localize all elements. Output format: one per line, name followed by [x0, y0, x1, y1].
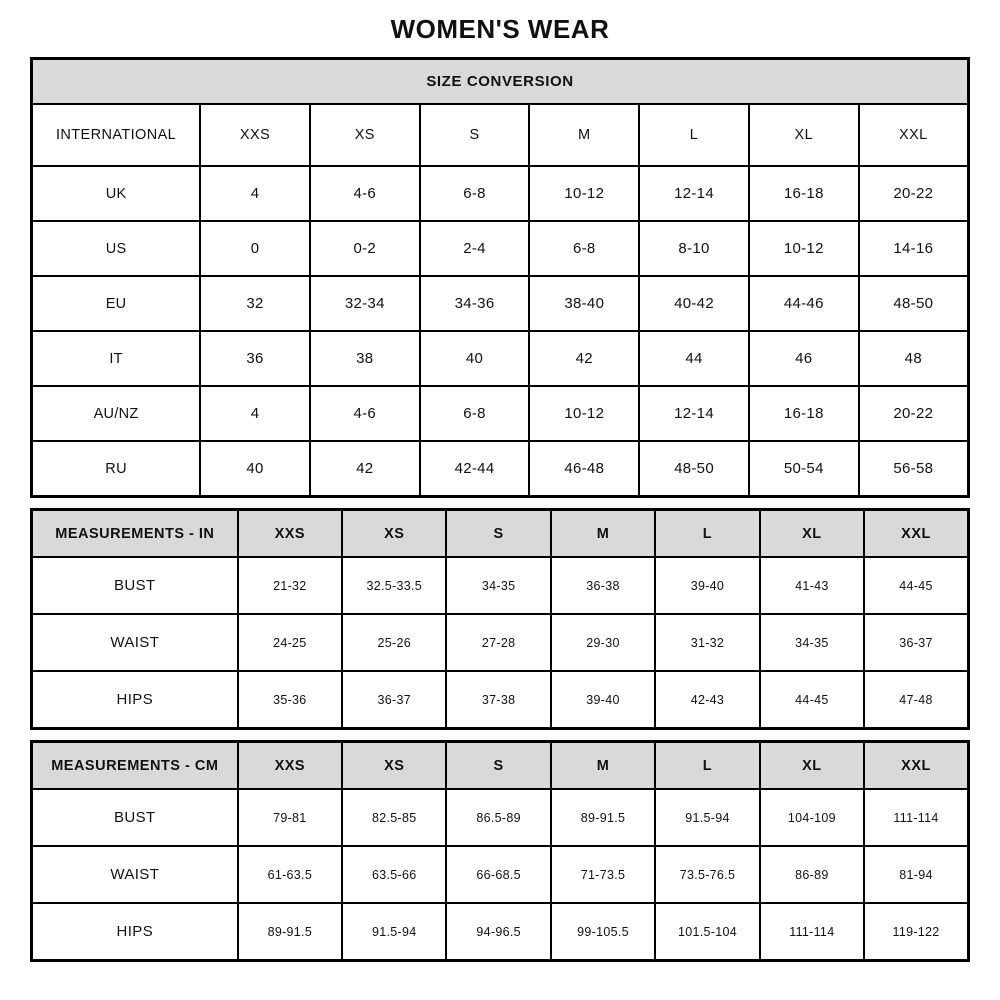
value-cell: 99-105.5: [551, 903, 655, 961]
measurements-in-label-header: MEASUREMENTS - IN: [32, 510, 238, 558]
value-cell: 34-36: [420, 276, 530, 331]
row-label: EU: [32, 276, 201, 331]
value-cell: 36: [200, 331, 310, 386]
size-column-header: XL: [749, 104, 859, 166]
value-cell: 10-12: [529, 386, 639, 441]
table-row: [32, 331, 969, 386]
size-conversion-banner: SIZE CONVERSION: [32, 59, 969, 105]
value-cell: 38: [310, 331, 420, 386]
value-cell: 71-73.5: [551, 846, 655, 903]
value-cell: 56-58: [859, 441, 969, 497]
size-column-header: XS: [310, 104, 420, 166]
value-cell: 10-12: [749, 221, 859, 276]
size-column-header: L: [655, 510, 759, 558]
table-row: [32, 386, 969, 441]
value-cell: 63.5-66: [342, 846, 446, 903]
table-row: [32, 614, 969, 671]
size-column-header: XXS: [200, 104, 310, 166]
value-cell: 38-40: [529, 276, 639, 331]
value-cell: 32-34: [310, 276, 420, 331]
row-label: HIPS: [32, 671, 238, 729]
table-row: [32, 441, 969, 497]
value-cell: 101.5-104: [655, 903, 759, 961]
value-cell: 27-28: [446, 614, 550, 671]
value-cell: 24-25: [238, 614, 342, 671]
value-cell: 29-30: [551, 614, 655, 671]
table-row: [32, 846, 969, 903]
value-cell: 20-22: [859, 386, 969, 441]
row-label: BUST: [32, 789, 238, 846]
value-cell: 21-32: [238, 557, 342, 614]
value-cell: 40-42: [639, 276, 749, 331]
measurements-cm-table: [30, 740, 970, 962]
column-header-row: [32, 510, 969, 558]
row-label: WAIST: [32, 846, 238, 903]
size-column-header: S: [420, 104, 530, 166]
value-cell: 50-54: [749, 441, 859, 497]
row-label: AU/NZ: [32, 386, 201, 441]
value-cell: 6-8: [420, 166, 530, 221]
value-cell: 37-38: [446, 671, 550, 729]
row-label: RU: [32, 441, 201, 497]
size-column-header: XL: [760, 742, 864, 790]
value-cell: 91.5-94: [655, 789, 759, 846]
value-cell: 119-122: [864, 903, 968, 961]
value-cell: 42-43: [655, 671, 759, 729]
value-cell: 14-16: [859, 221, 969, 276]
value-cell: 104-109: [760, 789, 864, 846]
value-cell: 40: [420, 331, 530, 386]
size-column-header: XL: [760, 510, 864, 558]
size-column-header: XXS: [238, 742, 342, 790]
value-cell: 34-35: [446, 557, 550, 614]
banner-row: [32, 59, 969, 105]
value-cell: 4-6: [310, 386, 420, 441]
value-cell: 4: [200, 166, 310, 221]
value-cell: 73.5-76.5: [655, 846, 759, 903]
value-cell: 12-14: [639, 166, 749, 221]
value-cell: 25-26: [342, 614, 446, 671]
size-column-header: XS: [342, 742, 446, 790]
value-cell: 0: [200, 221, 310, 276]
value-cell: 61-63.5: [238, 846, 342, 903]
table-row: [32, 166, 969, 221]
value-cell: 41-43: [760, 557, 864, 614]
table-row: [32, 903, 969, 961]
value-cell: 10-12: [529, 166, 639, 221]
value-cell: 20-22: [859, 166, 969, 221]
value-cell: 4-6: [310, 166, 420, 221]
column-header-row: [32, 742, 969, 790]
size-column-header: XXL: [864, 510, 968, 558]
table-row: [32, 276, 969, 331]
row-label: IT: [32, 331, 201, 386]
table-row: [32, 221, 969, 276]
value-cell: 81-94: [864, 846, 968, 903]
value-cell: 44: [639, 331, 749, 386]
value-cell: 6-8: [420, 386, 530, 441]
value-cell: 44-46: [749, 276, 859, 331]
value-cell: 40: [200, 441, 310, 497]
value-cell: 48-50: [639, 441, 749, 497]
value-cell: 16-18: [749, 386, 859, 441]
row-label: WAIST: [32, 614, 238, 671]
value-cell: 48: [859, 331, 969, 386]
value-cell: 48-50: [859, 276, 969, 331]
value-cell: 44-45: [864, 557, 968, 614]
measurements-in-table: [30, 508, 970, 730]
value-cell: 31-32: [655, 614, 759, 671]
value-cell: 16-18: [749, 166, 859, 221]
value-cell: 6-8: [529, 221, 639, 276]
row-label: HIPS: [32, 903, 238, 961]
value-cell: 79-81: [238, 789, 342, 846]
value-cell: 86.5-89: [446, 789, 550, 846]
value-cell: 91.5-94: [342, 903, 446, 961]
size-column-header: M: [551, 742, 655, 790]
value-cell: 12-14: [639, 386, 749, 441]
value-cell: 39-40: [655, 557, 759, 614]
value-cell: 46-48: [529, 441, 639, 497]
value-cell: 0-2: [310, 221, 420, 276]
value-cell: 35-36: [238, 671, 342, 729]
value-cell: 111-114: [760, 903, 864, 961]
size-column-header: S: [446, 742, 550, 790]
column-header-row: [32, 104, 969, 166]
size-column-header: XXL: [859, 104, 969, 166]
value-cell: 32.5-33.5: [342, 557, 446, 614]
value-cell: 89-91.5: [551, 789, 655, 846]
table-row: [32, 671, 969, 729]
size-conversion-label-header: INTERNATIONAL: [32, 104, 201, 166]
value-cell: 47-48: [864, 671, 968, 729]
value-cell: 66-68.5: [446, 846, 550, 903]
value-cell: 42: [310, 441, 420, 497]
measurements-cm-label-header: MEASUREMENTS - CM: [32, 742, 238, 790]
size-conversion-table: [30, 57, 970, 498]
value-cell: 4: [200, 386, 310, 441]
size-column-header: XXS: [238, 510, 342, 558]
value-cell: 89-91.5: [238, 903, 342, 961]
row-label: US: [32, 221, 201, 276]
value-cell: 39-40: [551, 671, 655, 729]
value-cell: 44-45: [760, 671, 864, 729]
page-title: WOMEN'S WEAR: [390, 14, 610, 44]
table-row: [32, 557, 969, 614]
value-cell: 8-10: [639, 221, 749, 276]
size-column-header: L: [639, 104, 749, 166]
size-column-header: S: [446, 510, 550, 558]
value-cell: 82.5-85: [342, 789, 446, 846]
value-cell: 111-114: [864, 789, 968, 846]
value-cell: 2-4: [420, 221, 530, 276]
value-cell: 86-89: [760, 846, 864, 903]
size-column-header: L: [655, 742, 759, 790]
value-cell: 32: [200, 276, 310, 331]
size-column-header: XXL: [864, 742, 968, 790]
table-row: [32, 789, 969, 846]
value-cell: 36-37: [864, 614, 968, 671]
size-column-header: XS: [342, 510, 446, 558]
value-cell: 46: [749, 331, 859, 386]
row-label: BUST: [32, 557, 238, 614]
value-cell: 42: [529, 331, 639, 386]
value-cell: 94-96.5: [446, 903, 550, 961]
size-column-header: M: [551, 510, 655, 558]
row-label: UK: [32, 166, 201, 221]
value-cell: 34-35: [760, 614, 864, 671]
value-cell: 36-37: [342, 671, 446, 729]
value-cell: 36-38: [551, 557, 655, 614]
size-column-header: M: [529, 104, 639, 166]
value-cell: 42-44: [420, 441, 530, 497]
